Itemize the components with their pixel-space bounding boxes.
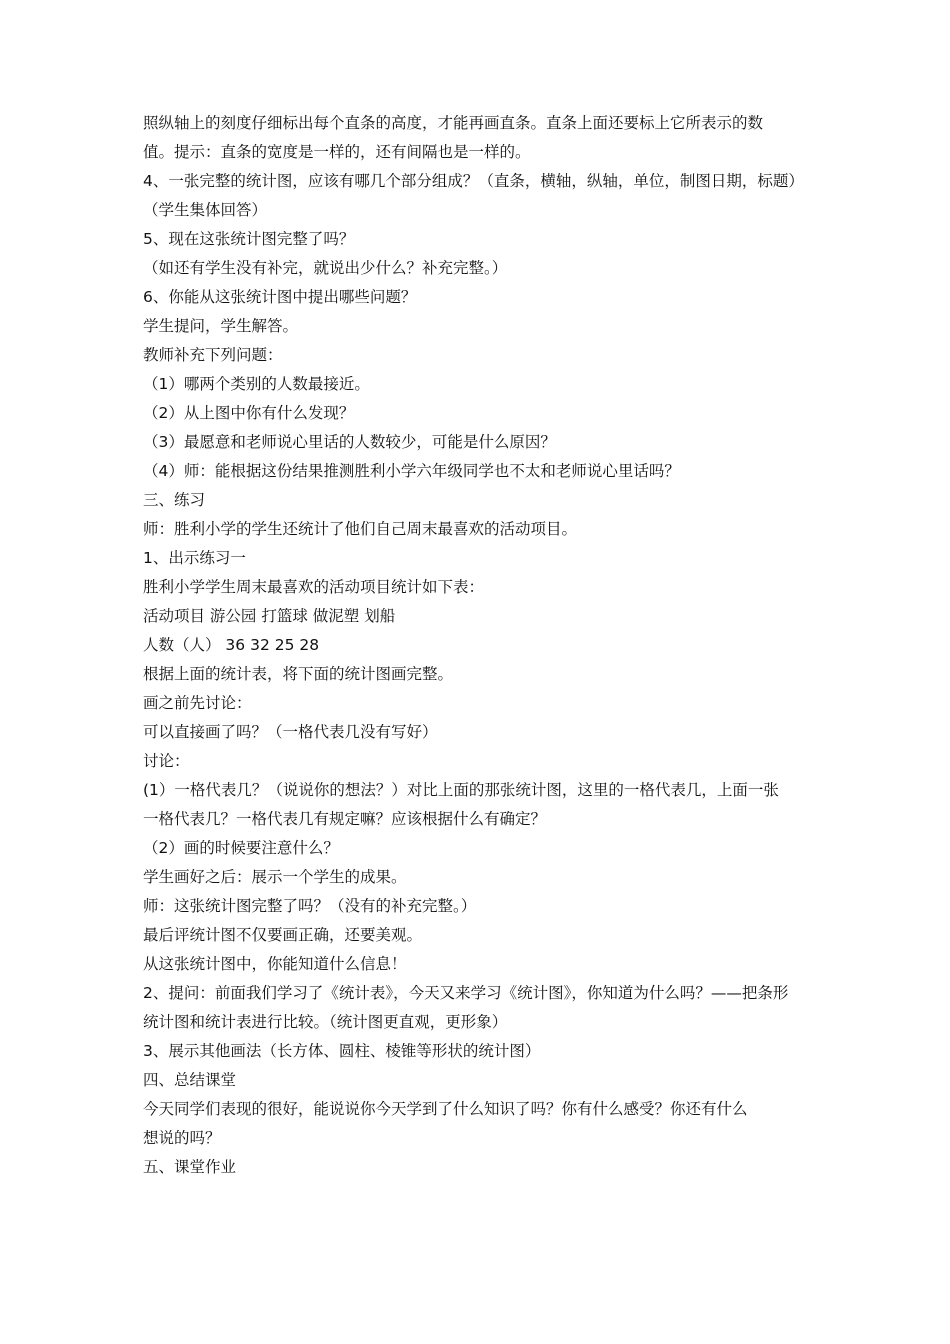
body-line: 统计图和统计表进行比较。（统计图更直观，更形象） xyxy=(143,1013,508,1031)
body-line: 师：这张统计图完整了吗？（没有的补充完整。） xyxy=(143,897,477,915)
body-line: 可以直接画了吗？（一格代表几没有写好） xyxy=(143,723,438,741)
body-line: 胜利小学学生周末最喜欢的活动项目统计如下表： xyxy=(143,578,485,596)
body-line: （如还有学生没有补完，就说出少什么？补充完整。） xyxy=(143,259,508,277)
body-line: 教师补充下列问题： xyxy=(143,346,283,364)
body-line: 学生画好之后：展示一个学生的成果。 xyxy=(143,868,407,886)
body-line: （1）哪两个类别的人数最接近。 xyxy=(143,375,370,393)
body-line: 师：胜利小学的学生还统计了他们自己周末最喜欢的活动项目。 xyxy=(143,520,578,538)
body-line: 4、一张完整的统计图，应该有哪几个部分组成？（直条，横轴，纵轴，单位，制图日期，标题） xyxy=(143,172,804,190)
body-line: 3、展示其他画法（长方体、圆柱、棱锥等形状的统计图） xyxy=(143,1042,541,1060)
body-line: 从这张统计图中，你能知道什么信息！ xyxy=(143,955,407,973)
section-heading: 三、练习 xyxy=(143,491,206,509)
body-line: (1）一格代表几？（说说你的想法？）对比上面的那张统计图，这里的一格代表几，上面一张 xyxy=(143,781,779,799)
body-line: （3）最愿意和老师说心里话的人数较少，可能是什么原因？ xyxy=(143,433,556,451)
body-line: （2）从上图中你有什么发现？ xyxy=(143,404,355,422)
body-line: 学生提问，学生解答。 xyxy=(143,317,299,335)
body-line: （2）画的时候要注意什么？ xyxy=(143,839,339,857)
body-line: 5、现在这张统计图完整了吗？ xyxy=(143,230,355,248)
body-line: 照纵轴上的刻度仔细标出每个直条的高度，才能再画直条。直条上面还要标上它所表示的数 xyxy=(143,114,764,132)
body-line: 6、你能从这张统计图中提出哪些问题？ xyxy=(143,288,417,306)
body-line: 一格代表几？一格代表几有规定嘛？应该根据什么有确定？ xyxy=(143,810,547,828)
body-line: 讨论： xyxy=(143,752,190,770)
body-line: 最后评统计图不仅要画正确，还要美观。 xyxy=(143,926,423,944)
table-values-line: 人数（人） 36 32 25 28 xyxy=(143,636,320,654)
body-line: 今天同学们表现的很好，能说说你今天学到了什么知识了吗？你有什么感受？你还有什么 xyxy=(143,1100,748,1118)
document-body xyxy=(143,109,815,1182)
body-line: 画之前先讨论： xyxy=(143,694,252,712)
body-line: 根据上面的统计表，将下面的统计图画完整。 xyxy=(143,665,454,683)
table-header-line: 活动项目 游公园 打篮球 做泥塑 划船 xyxy=(143,607,396,625)
section-heading: 四、总结课堂 xyxy=(143,1071,237,1089)
body-line: 想说的吗？ xyxy=(143,1129,221,1147)
body-line: 值。提示：直条的宽度是一样的，还有间隔也是一样的。 xyxy=(143,143,531,161)
body-line: （学生集体回答） xyxy=(143,201,268,219)
section-heading: 五、课堂作业 xyxy=(143,1158,237,1176)
body-line: （4）师：能根据这份结果推测胜利小学六年级同学也不太和老师说心里话吗？ xyxy=(143,462,680,480)
body-line: 1、出示练习一 xyxy=(143,549,246,567)
body-line: 2、提问：前面我们学习了《统计表》，今天又来学习《统计图》，你知道为什么吗？——把条形 xyxy=(143,984,789,1002)
